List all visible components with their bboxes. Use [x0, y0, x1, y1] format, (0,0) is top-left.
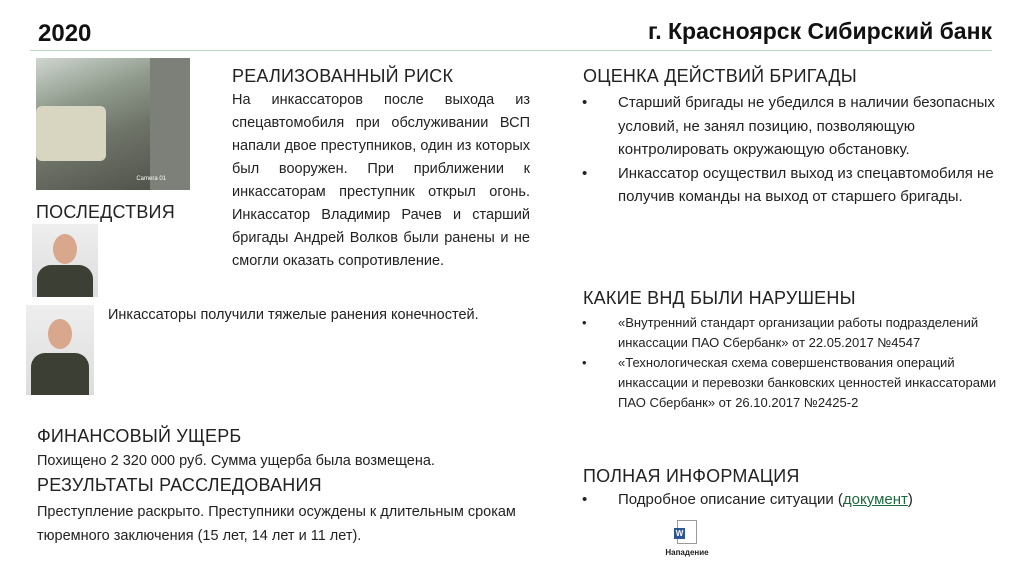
investigation-heading: РЕЗУЛЬТАТЫ РАССЛЕДОВАНИЯ	[37, 475, 322, 495]
list-item: • Старший бригады не убедился в наличии безопасных условий, не занял позицию, позволяющую контролировать окружающую обстановку.	[578, 91, 998, 162]
word-file-icon: W	[677, 520, 697, 544]
investigation-text: Преступление раскрыто. Преступники осуждены к длительным срокам тюремного заключения (15 лет, 14 лет и 11 лет).	[37, 504, 516, 544]
violations-heading: КАКИЕ ВНД БЫЛИ НАРУШЕНЫ	[583, 288, 856, 308]
wall-shape	[150, 58, 190, 190]
consequences-text: Инкассаторы получили тяжелые ранения конечностей.	[108, 307, 479, 323]
van-shape	[36, 106, 106, 161]
list-item: • «Технологическая схема совершенствования операций инкассации и перевозки банковских ценностей инкассаторами ПАО Сбербанк» от 26.10.2017 №2425-2	[578, 353, 1008, 413]
info-heading: ПОЛНАЯ ИНФОРМАЦИЯ	[583, 466, 800, 486]
file-label: Нападение	[665, 548, 709, 557]
year: 2020	[38, 20, 92, 47]
divider	[30, 50, 992, 51]
assessment-heading: ОЦЕНКА ДЕЙСТВИЙ БРИГАДЫ	[583, 66, 857, 86]
violations-list	[578, 313, 1008, 413]
info-text: Подробное описание ситуации (	[618, 491, 843, 508]
damage-text: Похищено 2 320 000 руб. Сумма ущерба была возмещена.	[37, 453, 435, 469]
assessment-list	[578, 91, 998, 209]
page-title: г. Красноярск Сибирский банк	[647, 18, 992, 44]
camera-caption: Camera 01	[136, 176, 166, 182]
info-text-end: )	[907, 491, 913, 508]
risk-heading: РЕАЛИЗОВАННЫЙ РИСК	[232, 66, 454, 86]
avatar	[32, 224, 98, 297]
list-item	[578, 491, 913, 508]
damage-heading: ФИНАНСОВЫЙ УЩЕРБ	[37, 426, 242, 446]
document-link[interactable]: документ	[842, 491, 908, 508]
avatar	[26, 305, 94, 395]
info-list	[578, 491, 913, 508]
cctv-photo	[36, 58, 190, 190]
list-item: • Инкассатор осуществил выход из спецавтомобиля не получив команды на выход от старшего бригады.	[578, 162, 998, 209]
word-document-attachment[interactable]	[662, 520, 712, 557]
consequences-heading: ПОСЛЕДСТВИЯ	[36, 202, 175, 222]
risk-text: На инкассаторов после выхода из спецавтомобиля при обслуживании ВСП напали двое преступников, один из которых был вооружен. При приближении к инкассаторам преступник открыл огонь. Инкассатор Владимир Рачев и старший бригады Андрей Волков были ранены и не смогли оказать сопротивление.	[232, 92, 530, 269]
list-item: • «Внутренний стандарт организации работы подразделений инкассации ПАО Сбербанк» от 22.05.2017 №4547	[578, 313, 1008, 353]
